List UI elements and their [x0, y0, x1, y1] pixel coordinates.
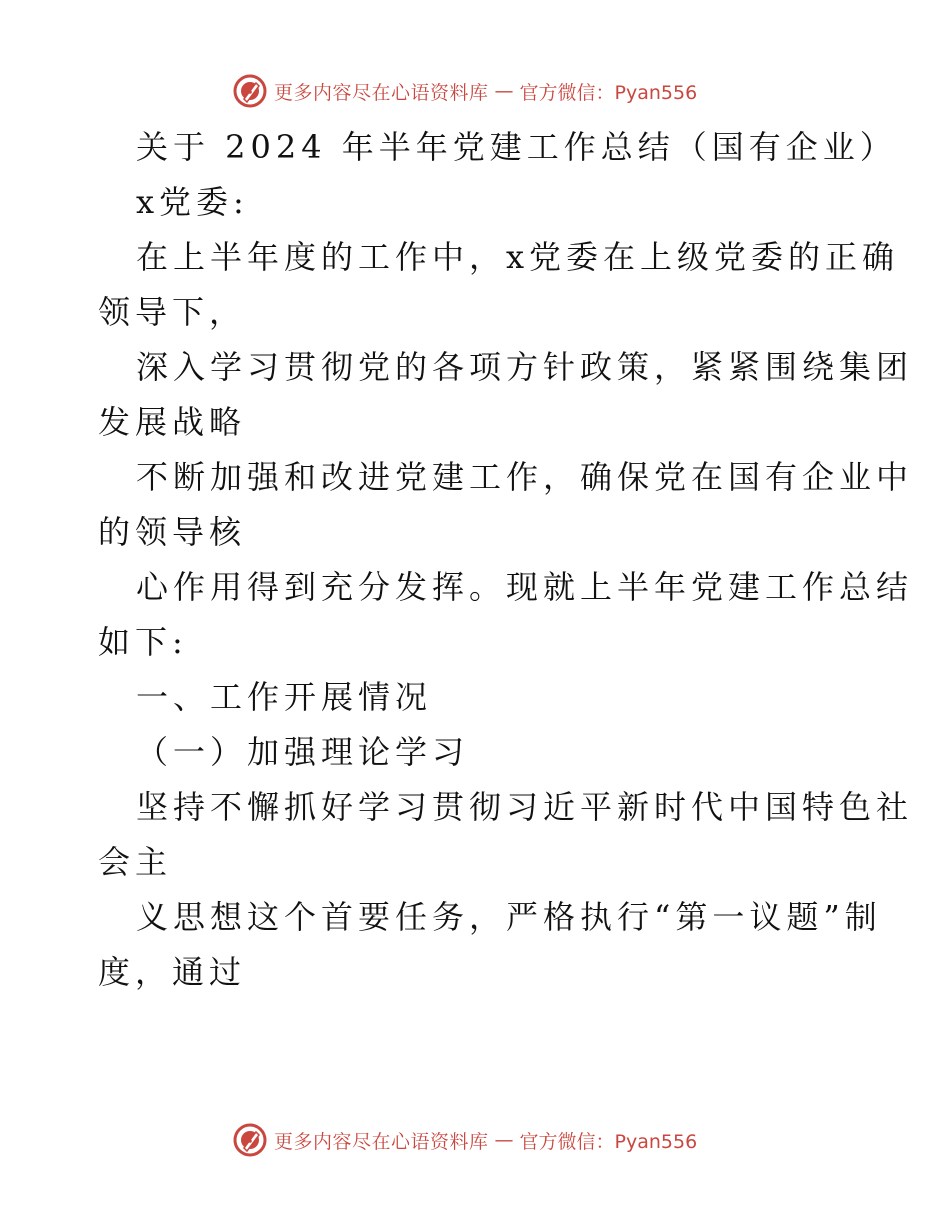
document-title: 关于 2024 年半年党建工作总结（国有企业） [136, 128, 897, 166]
text-line: 如下: [98, 623, 188, 661]
text-line: 一、工作开展情况 [136, 678, 433, 716]
text-line: 在上半年度的工作中，x党委在上级党委的正确 [136, 238, 900, 276]
text-line: 心作用得到充分发挥。现就上半年党建工作总结 [136, 568, 914, 606]
text-line: x党委: [136, 183, 249, 221]
text-line: 度，通过 [98, 953, 247, 991]
text-line: 领导下， [98, 293, 247, 331]
text-line: 的领导核 [98, 513, 247, 551]
text-line: 深入学习贯彻党的各项方针政策，紧紧围绕集团 [136, 348, 914, 386]
pen-nib-logo-icon [232, 73, 268, 109]
header-watermark [232, 72, 697, 110]
text-line: 坚持不懈抓好学习贯彻习近平新时代中国特色社 [136, 788, 914, 826]
text-line: 不断加强和改进党建工作，确保党在国有企业中 [136, 458, 914, 496]
watermark-dash: — [494, 80, 514, 102]
footer-watermark [232, 1121, 697, 1159]
pen-nib-logo-icon [232, 1122, 268, 1158]
watermark-main-text: 更多内容尽在心语资料库 [274, 1130, 489, 1153]
text-line: 义思想这个首要任务，严格执行“第一议题”制 [136, 898, 882, 936]
text-line: 会主 [98, 843, 173, 881]
watermark-main-text: 更多内容尽在心语资料库 [274, 81, 489, 104]
watermark-dash: — [494, 1129, 514, 1151]
watermark-wechat-text: 官方微信：Pyan556 [519, 81, 698, 104]
document-body [98, 120, 914, 1000]
watermark-wechat-text: 官方微信：Pyan556 [519, 1130, 698, 1153]
text-line: 发展战略 [98, 403, 247, 441]
text-line: （一）加强理论学习 [136, 733, 470, 771]
